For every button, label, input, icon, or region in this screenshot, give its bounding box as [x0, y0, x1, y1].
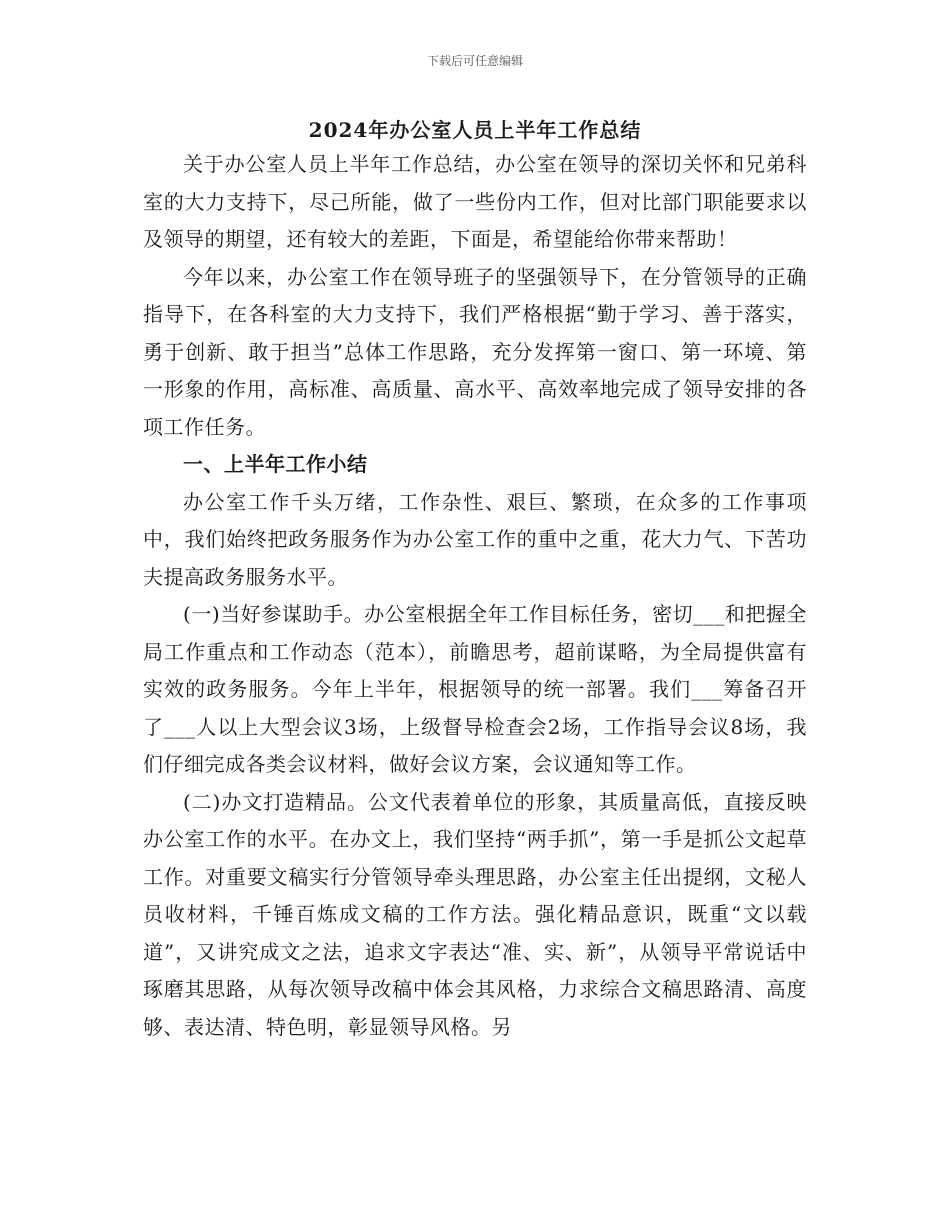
document-title: 2024年办公室人员上半年工作总结: [308, 118, 642, 142]
section-heading: 一、上半年工作小结: [183, 452, 368, 476]
paragraph-item-1: (一)当好参谋助手。办公室根据全年工作目标任务，密切___和把握全局工作重点和工作动态（范本），前瞻思考，超前谋略，为全局提供富有实效的政务服务。今年上半年，根据领导的统一部署。我们___筹备召开了___人以上大型会议3场，上级督导检查会2场，工作指导会议8场，我们仔细完成各类会议材料，做好会议方案，会议通知等工作。: [143, 602, 807, 776]
document-body: [143, 146, 807, 1046]
paragraph-intro: 关于办公室人员上半年工作总结，办公室在领导的深切关怀和兄弟科室的大力支持下，尽己所能，做了一些份内工作，但对比部门职能要求以及领导的期望，还有较大的差距，下面是，希望能给你带来帮助！: [143, 152, 807, 251]
header-note: 下载后可任意编辑: [426, 54, 523, 68]
paragraph-section-intro: 办公室工作千头万绪，工作杂性、艰巨、繁琐，在众多的工作事项中，我们始终把政务服务作为办公室工作的重中之重，花大力气、下苦功夫提高政务服务水平。: [143, 489, 807, 589]
paragraph-item-2: (二)办文打造精品。公文代表着单位的形象，其质量高低，直接反映办公室工作的水平。在办文上，我们坚持“两手抓”，第一手是抓公文起草工作。对重要文稿实行分管领导牵头理思路，办公室主任出提纲，文秘人员收材料，千锤百炼成文稿的工作方法。强化精品意识，既重“文以载道”，又讲究成文之法，追求文字表达“准、实、新”，从领导平常说话中琢磨其思路，从每次领导改稿中体会其风格，力求综合文稿思路清、高度够、表达清、特色明，彰显领导风格。另: [143, 789, 807, 1039]
paragraph-overview: 今年以来，办公室工作在领导班子的坚强领导下，在分管领导的正确指导下，在各科室的大力支持下，我们严格根据“勤于学习、善于落实，勇于创新、敢于担当”总体工作思路，充分发挥第一窗口、第一环境、第一形象的作用，高标准、高质量、高水平、高效率地完成了领导安排的各项工作任务。: [143, 264, 807, 439]
